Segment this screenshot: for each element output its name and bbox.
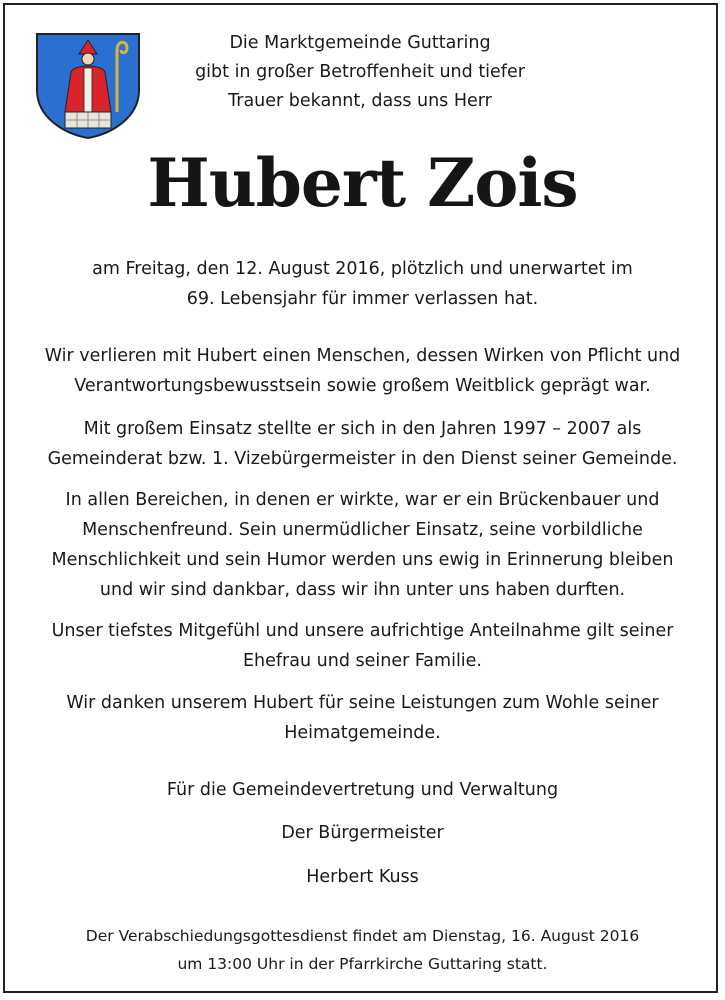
- intro-text: [160, 29, 560, 116]
- intro-line: Trauer bekannt, dass uns Herr: [228, 91, 492, 111]
- signature-on-behalf: Für die Gemeindevertretung und Verwaltung: [166, 780, 559, 800]
- footer-line: Der Verabschiedungsgottesdienst findet am Dienstag, 16. August 2016: [85, 927, 640, 945]
- coat-of-arms-logo: [35, 32, 141, 140]
- text-line: Wir danken unserem Hubert für seine Leistungen zum Wohle seiner: [66, 693, 659, 713]
- funeral-service-info: [20, 922, 705, 978]
- text-line: und wir sind dankbar, dass wir ihn unter uns haben durften.: [99, 580, 626, 600]
- intro-line: Die Marktgemeinde Guttaring: [229, 33, 491, 53]
- text-line: Mit großem Einsatz stellte er sich in den Jahren 1997 – 2007 als: [83, 419, 642, 439]
- text-line: am Freitag, den 12. August 2016, plötzlich und unerwartet im: [92, 259, 633, 279]
- text-line: Gemeinderat bzw. 1. Vizebürgermeister in den Dienst seiner Gemeinde.: [47, 449, 678, 469]
- deceased-name: Hubert Zois: [147, 144, 578, 222]
- text-line: In allen Bereichen, in denen er wirkte, war er ein Brückenbauer und: [65, 490, 660, 510]
- death-notice: [20, 254, 705, 314]
- tribute-paragraph-1: [20, 341, 705, 401]
- text-line: 69. Lebensjahr für immer verlassen hat.: [186, 289, 539, 309]
- tribute-paragraph-3: [20, 485, 705, 605]
- signature-role: Der Bürgermeister: [281, 823, 444, 843]
- thanks-paragraph: [20, 688, 705, 748]
- tribute-paragraph-2: [20, 414, 705, 474]
- footer-line: um 13:00 Uhr in der Pfarrkirche Guttaring statt.: [177, 955, 548, 973]
- intro-line: gibt in großer Betroffenheit und tiefer: [195, 62, 525, 82]
- condolence-paragraph: [20, 616, 705, 676]
- text-line: Wir verlieren mit Hubert einen Menschen, dessen Wirken von Pflicht und: [44, 346, 681, 366]
- text-line: Heimatgemeinde.: [284, 723, 441, 743]
- text-line: Ehefrau und seiner Familie.: [242, 651, 482, 671]
- signature-name: Herbert Kuss: [306, 867, 419, 887]
- text-line: Menschenfreund. Sein unermüdlicher Einsatz, seine vorbildliche: [82, 520, 643, 540]
- text-line: Unser tiefstes Mitgefühl und unsere aufrichtige Anteilnahme gilt seiner: [51, 621, 674, 641]
- text-line: Menschlichkeit und sein Humor werden uns ewig in Erinnerung bleiben: [51, 550, 674, 570]
- text-line: Verantwortungsbewusstsein sowie großem Weitblick geprägt war.: [74, 376, 651, 396]
